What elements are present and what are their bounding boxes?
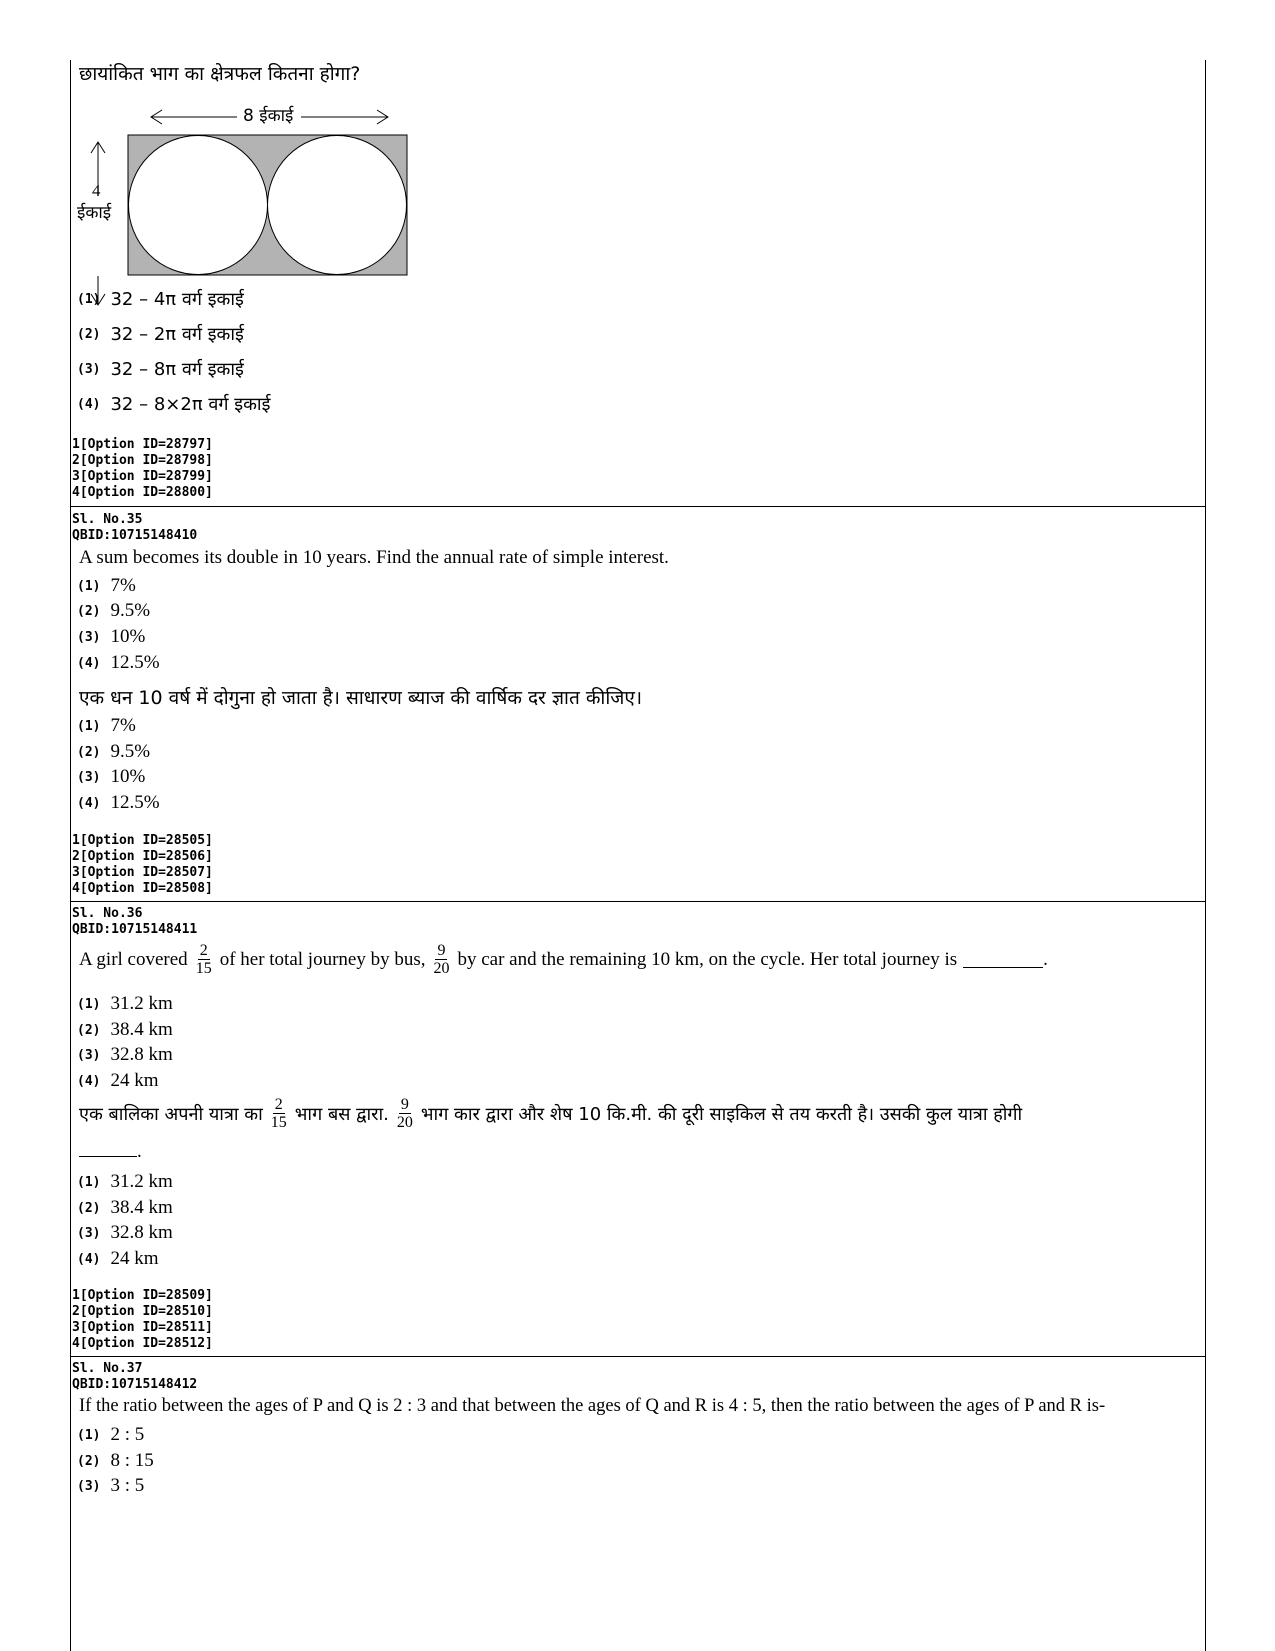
q37-question-english: If the ratio between the ages of P and Q is 2 : 3 and that between the ages of Q and R is 4 : 5, then the ratio between the ages of P and R is- bbox=[79, 1396, 1106, 1416]
q37-option-en-1 bbox=[77, 1423, 144, 1447]
q37-option-en-3 bbox=[77, 1474, 144, 1498]
q36-option-en-4 bbox=[77, 1069, 159, 1093]
fraction-car bbox=[395, 1096, 415, 1131]
denominator: 20 bbox=[433, 960, 450, 977]
option-text: 9.5% bbox=[110, 600, 151, 621]
q36-option-hi-3 bbox=[77, 1221, 173, 1245]
option-number: (4) bbox=[77, 655, 101, 671]
option-number: (3) bbox=[77, 1478, 101, 1494]
option-text: 32 – 4π वर्ग इकाई bbox=[110, 289, 244, 310]
option-text: 10% bbox=[110, 766, 146, 787]
option-text: 7% bbox=[110, 575, 136, 596]
option-text: 38.4 km bbox=[110, 1197, 173, 1218]
section-divider bbox=[71, 901, 1205, 902]
q34-option-4 bbox=[77, 392, 270, 416]
option-number: (3) bbox=[77, 629, 101, 645]
option-number: (1) bbox=[77, 578, 101, 594]
q36-option-ids bbox=[72, 1288, 213, 1352]
q35-header bbox=[72, 512, 197, 544]
option-id: 1[Option ID=28797] bbox=[72, 437, 213, 452]
option-number: (1) bbox=[77, 1427, 101, 1443]
section-divider bbox=[71, 1356, 1205, 1357]
q34-option-2 bbox=[77, 322, 244, 346]
option-text: 8 : 15 bbox=[110, 1450, 154, 1471]
q36-header bbox=[72, 906, 197, 938]
option-text: 32 – 8π वर्ग इकाई bbox=[110, 359, 244, 380]
q35-option-hi-4 bbox=[77, 791, 160, 815]
option-number: (2) bbox=[77, 1453, 101, 1469]
option-number: (2) bbox=[77, 1022, 101, 1038]
option-id: 1[Option ID=28505] bbox=[72, 833, 213, 848]
option-text: 7% bbox=[110, 715, 136, 736]
qbid: QBID:10715148412 bbox=[72, 1377, 198, 1392]
q35-option-en-3 bbox=[77, 625, 145, 649]
option-number: (3) bbox=[77, 1047, 101, 1063]
denominator: 15 bbox=[195, 960, 212, 977]
option-text: 12.5% bbox=[110, 652, 160, 673]
option-number: (4) bbox=[77, 795, 101, 811]
option-text: 12.5% bbox=[110, 792, 160, 813]
height-value: 4 bbox=[92, 181, 101, 200]
height-unit: ईकाई bbox=[77, 203, 112, 223]
qbid: QBID:10715148410 bbox=[72, 528, 198, 543]
q36-option-en-1 bbox=[77, 992, 173, 1016]
serial-number: Sl. No.35 bbox=[72, 512, 143, 527]
question-text: भाग कार द्वारा और शेष 10 कि.मी. की दूरी साइकिल से तय करती है। उसकी कुल यात्रा होगी bbox=[420, 1103, 1023, 1125]
option-text: 10% bbox=[110, 626, 146, 647]
q36-option-hi-2 bbox=[77, 1196, 173, 1220]
q37-header bbox=[72, 1361, 197, 1393]
answer-blank bbox=[79, 1140, 137, 1157]
option-text: 24 km bbox=[110, 1248, 159, 1269]
question-text: एक बालिका अपनी यात्रा का bbox=[79, 1103, 263, 1125]
fraction-bus bbox=[269, 1096, 289, 1131]
numerator: 2 bbox=[274, 1096, 283, 1113]
numerator: 9 bbox=[437, 942, 446, 959]
serial-number: Sl. No.37 bbox=[72, 1361, 143, 1376]
option-number: (2) bbox=[77, 744, 101, 760]
q34-option-3 bbox=[77, 357, 244, 381]
numerator: 9 bbox=[400, 1096, 409, 1113]
q36-question-english bbox=[79, 942, 1048, 977]
option-text: 31.2 km bbox=[110, 1171, 173, 1192]
option-text: 32 – 2π वर्ग इकाई bbox=[110, 324, 244, 345]
fraction-bus bbox=[194, 942, 214, 977]
q34-question-hindi: छायांकित भाग का क्षेत्रफल कितना होगा? bbox=[79, 63, 361, 85]
q36-hindi-blank-line bbox=[79, 1140, 142, 1163]
q37-option-en-2 bbox=[77, 1449, 154, 1473]
option-number: (3) bbox=[77, 769, 101, 785]
option-number: (1) bbox=[77, 291, 101, 307]
question-end: . bbox=[137, 1141, 142, 1162]
option-text: 32.8 km bbox=[110, 1044, 173, 1065]
q35-option-en-4 bbox=[77, 651, 160, 675]
option-text: 38.4 km bbox=[110, 1019, 173, 1040]
option-id: 3[Option ID=28511] bbox=[72, 1320, 213, 1335]
option-number: (1) bbox=[77, 718, 101, 734]
option-number: (2) bbox=[77, 326, 101, 342]
question-text: A girl covered bbox=[79, 948, 188, 970]
q35-option-en-2 bbox=[77, 599, 150, 623]
left-circle bbox=[129, 136, 268, 275]
option-text: 31.2 km bbox=[110, 993, 173, 1014]
q36-option-hi-4 bbox=[77, 1247, 159, 1271]
serial-number: Sl. No.36 bbox=[72, 906, 143, 921]
option-number: (2) bbox=[77, 603, 101, 619]
option-number: (3) bbox=[77, 361, 101, 377]
numerator: 2 bbox=[199, 942, 208, 959]
option-text: 9.5% bbox=[110, 741, 151, 762]
option-id: 2[Option ID=28510] bbox=[72, 1304, 213, 1319]
option-number: (4) bbox=[77, 396, 101, 412]
option-id: 4[Option ID=28508] bbox=[72, 881, 213, 896]
q34-option-ids bbox=[72, 437, 213, 501]
option-id: 4[Option ID=28800] bbox=[72, 485, 213, 500]
fraction-car bbox=[431, 942, 451, 977]
option-id: 2[Option ID=28506] bbox=[72, 849, 213, 864]
option-id: 3[Option ID=28507] bbox=[72, 865, 213, 880]
q36-question-hindi bbox=[79, 1096, 1022, 1131]
denominator: 20 bbox=[396, 1114, 413, 1131]
option-id: 4[Option ID=28512] bbox=[72, 1336, 213, 1351]
option-number: (4) bbox=[77, 1073, 101, 1089]
q35-question-english: A sum becomes its double in 10 years. Find the annual rate of simple interest. bbox=[79, 547, 669, 568]
option-text: 3 : 5 bbox=[110, 1475, 145, 1496]
q36-option-en-3 bbox=[77, 1043, 173, 1067]
right-circle bbox=[268, 136, 407, 275]
answer-blank bbox=[963, 951, 1043, 968]
q35-option-hi-1 bbox=[77, 714, 136, 738]
q35-option-ids bbox=[72, 833, 213, 897]
question-page bbox=[70, 60, 1206, 1651]
section-divider bbox=[71, 506, 1205, 507]
q36-option-en-2 bbox=[77, 1018, 173, 1042]
width-label: 8 ईकाई bbox=[243, 106, 294, 126]
q36-option-hi-1 bbox=[77, 1170, 173, 1194]
option-text: 32 – 8×2π वर्ग इकाई bbox=[110, 394, 271, 415]
q35-option-hi-3 bbox=[77, 765, 145, 789]
option-number: (2) bbox=[77, 1200, 101, 1216]
option-text: 32.8 km bbox=[110, 1222, 173, 1243]
question-end: . bbox=[1043, 948, 1048, 970]
q35-question-hindi: एक धन 10 वर्ष में दोगुना हो जाता है। साधारण ब्याज की वार्षिक दर ज्ञात कीजिए। bbox=[79, 687, 643, 709]
option-text: 24 km bbox=[110, 1070, 159, 1091]
option-id: 2[Option ID=28798] bbox=[72, 453, 213, 468]
option-id: 1[Option ID=28509] bbox=[72, 1288, 213, 1303]
q34-option-1 bbox=[77, 287, 244, 311]
question-text: of her total journey by bus, bbox=[219, 948, 426, 970]
option-text: 2 : 5 bbox=[110, 1424, 145, 1445]
question-text: भाग बस द्वारा. bbox=[294, 1103, 389, 1125]
denominator: 15 bbox=[270, 1114, 287, 1131]
question-text: by car and the remaining 10 km, on the cycle. Her total journey is bbox=[457, 948, 958, 970]
option-number: (1) bbox=[77, 996, 101, 1012]
option-id: 3[Option ID=28799] bbox=[72, 469, 213, 484]
qbid: QBID:10715148411 bbox=[72, 922, 198, 937]
option-number: (1) bbox=[77, 1174, 101, 1190]
option-number: (4) bbox=[77, 1251, 101, 1267]
q35-option-en-1 bbox=[77, 574, 136, 598]
q35-option-hi-2 bbox=[77, 740, 150, 764]
option-number: (3) bbox=[77, 1225, 101, 1241]
